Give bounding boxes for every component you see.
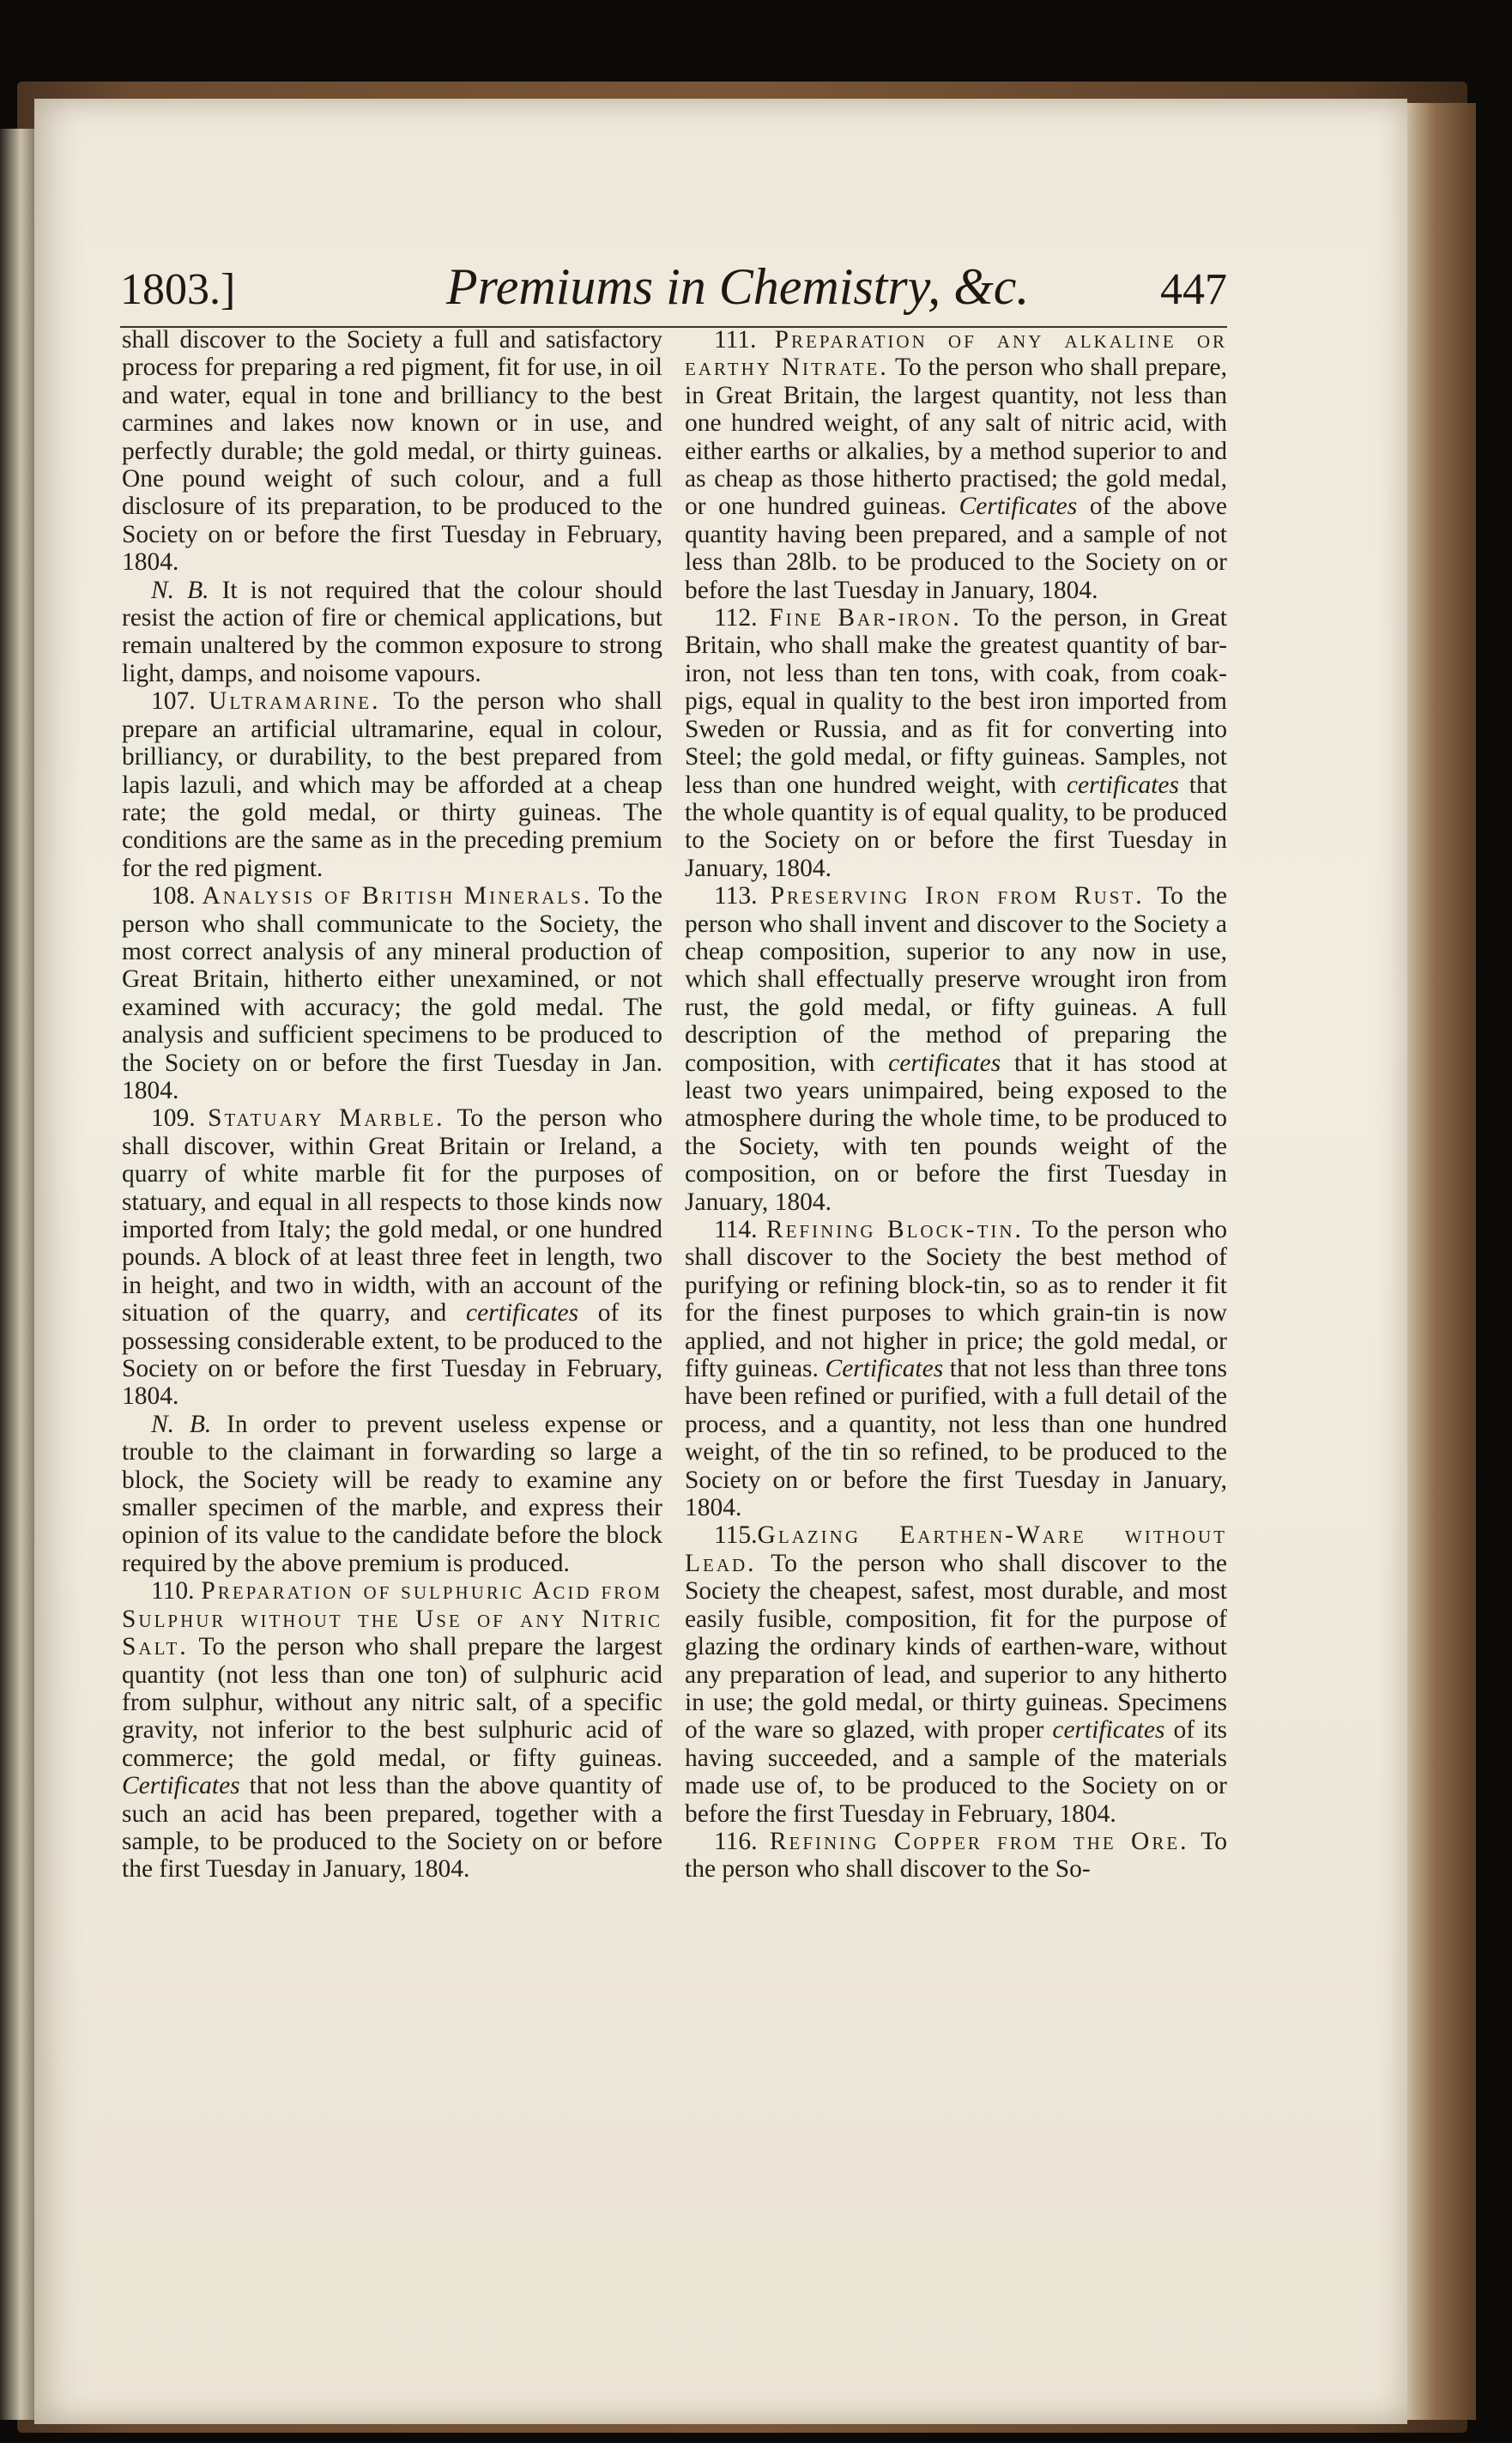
premium-107: 107. Ultramarine. To the person who shall prepare an artificial ultramarine, equal in colour, brilliancy, or durability, to the best prepared from lapis lazuli, and which may be afforded at a cheap rate; the gold medal, or thirty guineas. The conditions are the same as in the preceding premium for the red pigment.: [122, 687, 663, 882]
page-number: 447: [1160, 265, 1227, 314]
nota-bene-2: N. B. In order to prevent useless expense or trouble to the claimant in forwarding so large a block, the Society will be ready to examine any smaller specimen of the marble, and express their opinion of its value to the candidate before the block required by the above premium is produced.: [122, 1410, 662, 1577]
premium-114: 114. Refining Block-tin. To the person who shall discover to the Society the best method of purifying or refining block-tin, so as to render it fit for the finest purposes to which grain-tin is now applied, and not higher in price; the gold medal, or fifty guineas. Certificates that not less than three tons have been refined or purified, with a full detail of the process, and a quantity, not less than one hundred weight, of the tin so refined, to be produced to the Society on or before the first Tuesday in January, 1804.: [685, 1216, 1228, 1522]
premium-title: Glazing Earthen-Ware without Lead.: [685, 1521, 1227, 1577]
premium-title: Preparation of sulphuric Acid from Sulphur without the Use of any Nitric Salt.: [122, 1577, 663, 1661]
premium-title: Refining Block-tin.: [765, 1216, 1024, 1243]
header-year: 1803.]: [120, 265, 236, 314]
running-header: [120, 257, 1227, 328]
premium-title: Fine Bar-iron.: [769, 604, 962, 632]
premium-title: Analysis of British Minerals.: [202, 882, 593, 910]
premium-113: 113. Preserving Iron from Rust. To the person who shall invent and discover to the Society a cheap composition, superior to any now in use, which shall effectually preserve wrought iron from rust, the gold medal, or fifty guineas. A full description of the method of preparing the composition, with certificates that it has stood at least two years unimpaired, being exposed to the atmosphere during the whole time, to be produced to the Society, with ten pounds weight of the composition, on or before the first Tuesday in January, 1804.: [685, 882, 1228, 1216]
premium-108: 108. Analysis of British Minerals. To the person who shall communicate to the Society, the most correct analysis of any mineral production of Great Britain, hitherto either unexamined, or not examined with accuracy; the gold medal. The analysis and sufficient specimens to be produced to the Society on or before the first Tuesday in Jan. 1804.: [122, 882, 663, 1104]
premium-title: Preserving Iron from Rust.: [770, 882, 1145, 910]
premium-109: 109. Statuary Marble. To the person who shall discover, within Great Britain or Ireland, a quarry of white marble fit for the purposes of statuary, and equal in all respects to those kinds now imported from Italy; the gold medal, or one hundred pounds. A block of at least three feet in length, two in height, and two in width, with an account of the situation of the quarry, and certificates of its possessing considerable extent, to be produced to the Society on or before the first Tuesday in February, 1804.: [122, 1104, 662, 1411]
premium-title: Preparation of any alkaline or earthy Nitrate.: [685, 326, 1228, 382]
premium-title: Ultramarine.: [209, 687, 381, 716]
premium-111: 111. Preparation of any alkaline or earthy Nitrate. To the person who shall prepare, in Great Britain, the largest quantity, not less than one hundred weight, of any salt of nitric acid, with either earths or alkalies, by a method superior to and as cheap as those hitherto practised; the gold medal, or one hundred guineas. Certificates of the above quantity having been prepared, and a sample of not less than 28lb. to be produced to the Society on or before the last Tuesday in January, 1804.: [685, 326, 1228, 604]
premium-title: Refining Copper from the Ore.: [769, 1827, 1189, 1855]
left-column: [122, 326, 662, 1884]
page-fore-edge: [1407, 103, 1476, 2420]
nota-bene-1: N. B. It is not required that the colour should resist the action of fire or chemical applications, but remain unaltered by the common exposure to strong light, damps, and noisome vapours.: [122, 576, 662, 687]
header-title: Premiums in Chemistry, &c.: [446, 258, 1030, 315]
premium-115: 115.Glazing Earthen-Ware without Lead. To the person who shall discover to the Society the cheapest, safest, most durable, and most easily fusible, composition, fit for the purpose of glazing the ordinary kinds of earthen-ware, without any preparation of lead, and superior to any hitherto in use; the gold medal, or thirty guineas. Specimens of the ware so glazed, with proper certificates of its having succeeded, and a sample of the materials made use of, to be produced to the Society on or before the first Tuesday in February, 1804.: [685, 1521, 1227, 1828]
premium-112: 112. Fine Bar-iron. To the person, in Great Britain, who shall make the greatest quantity of bar-iron, not less than ten tons, with coak, from coak-pigs, equal in quality to the best iron imported from Sweden or Russia, and as fit for converting into Steel; the gold medal, or fifty guineas. Samples, not less than one hundred weight, with certificates that the whole quantity is of equal quality, to be produced to the Society on or before the first Tuesday in January, 1804.: [685, 604, 1227, 882]
paragraph: shall discover to the Society a full and satisfactory process for preparing a red pigment, fit for use, in oil and water, equal in tone and brilliancy to the best carmines and lakes now known or in use, and perfectly durable; the gold medal, or thirty guineas. One pound weight of such colour, and a full disclosure of its preparation, to be produced to the Society on or before the first Tuesday in February, 1804.: [122, 326, 662, 577]
premium-116: 116. Refining Copper from the Ore. To the person who shall discover to the So-: [685, 1827, 1228, 1884]
premium-title: Statuary Marble.: [208, 1104, 445, 1133]
right-column: [685, 326, 1227, 1884]
facing-page-edge: [0, 129, 34, 2420]
premium-110: 110. Preparation of sulphuric Acid from Sulphur without the Use of any Nitric Salt. To the person who shall prepare the largest quantity (not less than one ton) of sulphuric acid from sulphur, without any nitric salt, of a specific gravity, not inferior to the best sulphuric acid of commerce; the gold medal, or fifty guineas. Certificates that not less than the above quantity of such an acid has been prepared, together with a sample, to be produced to the Society on or before the first Tuesday in January, 1804.: [122, 1577, 663, 1884]
